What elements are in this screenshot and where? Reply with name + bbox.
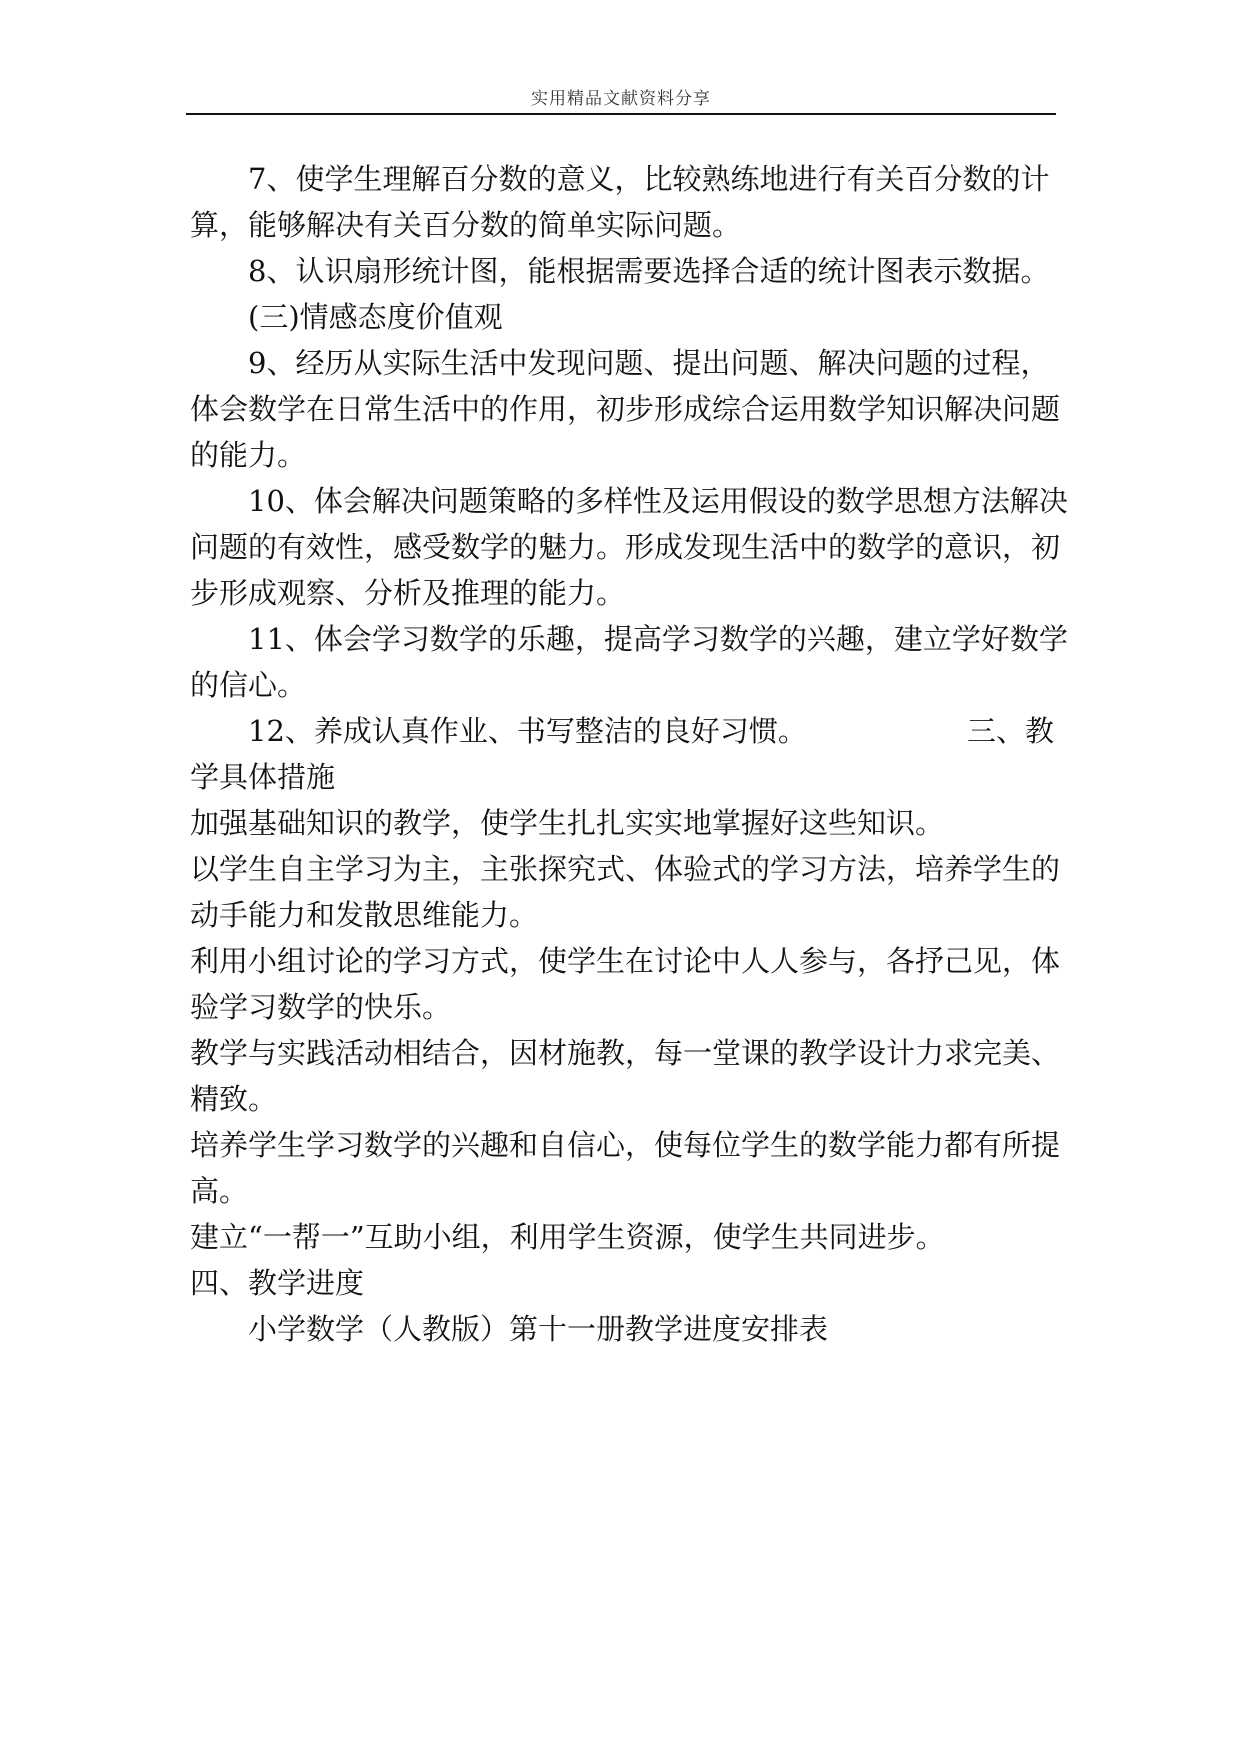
paragraph-11-line-2: 的信心。 — [190, 668, 307, 702]
page-header: 实用精品文献资料分享 — [531, 89, 711, 109]
heading-3-start: 三、教 — [966, 714, 1054, 748]
measure-1: 加强基础知识的教学，使学生扎扎实实地掌握好这些知识。 — [190, 806, 945, 840]
measure-3-line-1: 利用小组讨论的学习方式，使学生在讨论中人人参与，各抒己见，体 — [190, 944, 1061, 978]
measure-4-line-1: 教学与实践活动相结合，因材施教，每一堂课的教学设计力求完美、 — [190, 1036, 1061, 1070]
paragraph-7-line-2: 算，能够解决有关百分数的简单实际问题。 — [190, 208, 742, 242]
header-rule — [186, 113, 1056, 115]
paragraph-11-line-1: 11、体会学习数学的乐趣，提高学习数学的兴趣，建立学好数学 — [248, 622, 1068, 656]
section-heading-3: (三)情感态度价值观 — [248, 300, 503, 334]
document-body — [190, 156, 1068, 1352]
measure-3-line-2: 验学习数学的快乐。 — [190, 990, 452, 1024]
measure-6: 建立“一帮一”互助小组，利用学生资源，使学生共同进步。 — [190, 1220, 945, 1254]
heading-3-end: 学具体措施 — [190, 760, 336, 794]
paragraph-7-line-1: 7、使学生理解百分数的意义，比较熟练地进行有关百分数的计 — [248, 162, 1050, 196]
measure-5-line-1: 培养学生学习数学的兴趣和自信心，使每位学生的数学能力都有所提 — [190, 1128, 1061, 1162]
paragraph-10-line-2: 问题的有效性，感受数学的魅力。形成发现生活中的数学的意识，初 — [190, 530, 1061, 564]
heading-4: 四、教学进度 — [190, 1266, 365, 1300]
measure-5-line-2: 高。 — [190, 1174, 249, 1208]
measure-2-line-2: 动手能力和发散思维能力。 — [190, 898, 539, 932]
paragraph-8: 8、认识扇形统计图，能根据需要选择合适的统计图表示数据。 — [248, 254, 1050, 288]
paragraph-9-line-1: 9、经历从实际生活中发现问题、提出问题、解决问题的过程， — [248, 346, 1050, 380]
paragraph-9-line-3: 的能力。 — [190, 438, 307, 472]
paragraph-9-line-2: 体会数学在日常生活中的作用，初步形成综合运用数学知识解决问题 — [190, 392, 1061, 426]
schedule-table-title: 小学数学（人教版）第十一册教学进度安排表 — [248, 1312, 829, 1346]
paragraph-12-row — [190, 708, 1060, 754]
measure-4-line-2: 精致。 — [190, 1082, 278, 1116]
paragraph-12: 12、养成认真作业、书写整洁的良好习惯。 — [248, 714, 807, 748]
paragraph-10-line-3: 步形成观察、分析及推理的能力。 — [190, 576, 626, 610]
paragraph-10-line-1: 10、体会解决问题策略的多样性及运用假设的数学思想方法解决 — [248, 484, 1068, 518]
measure-2-line-1: 以学生自主学习为主，主张探究式、体验式的学习方法，培养学生的 — [190, 852, 1061, 886]
